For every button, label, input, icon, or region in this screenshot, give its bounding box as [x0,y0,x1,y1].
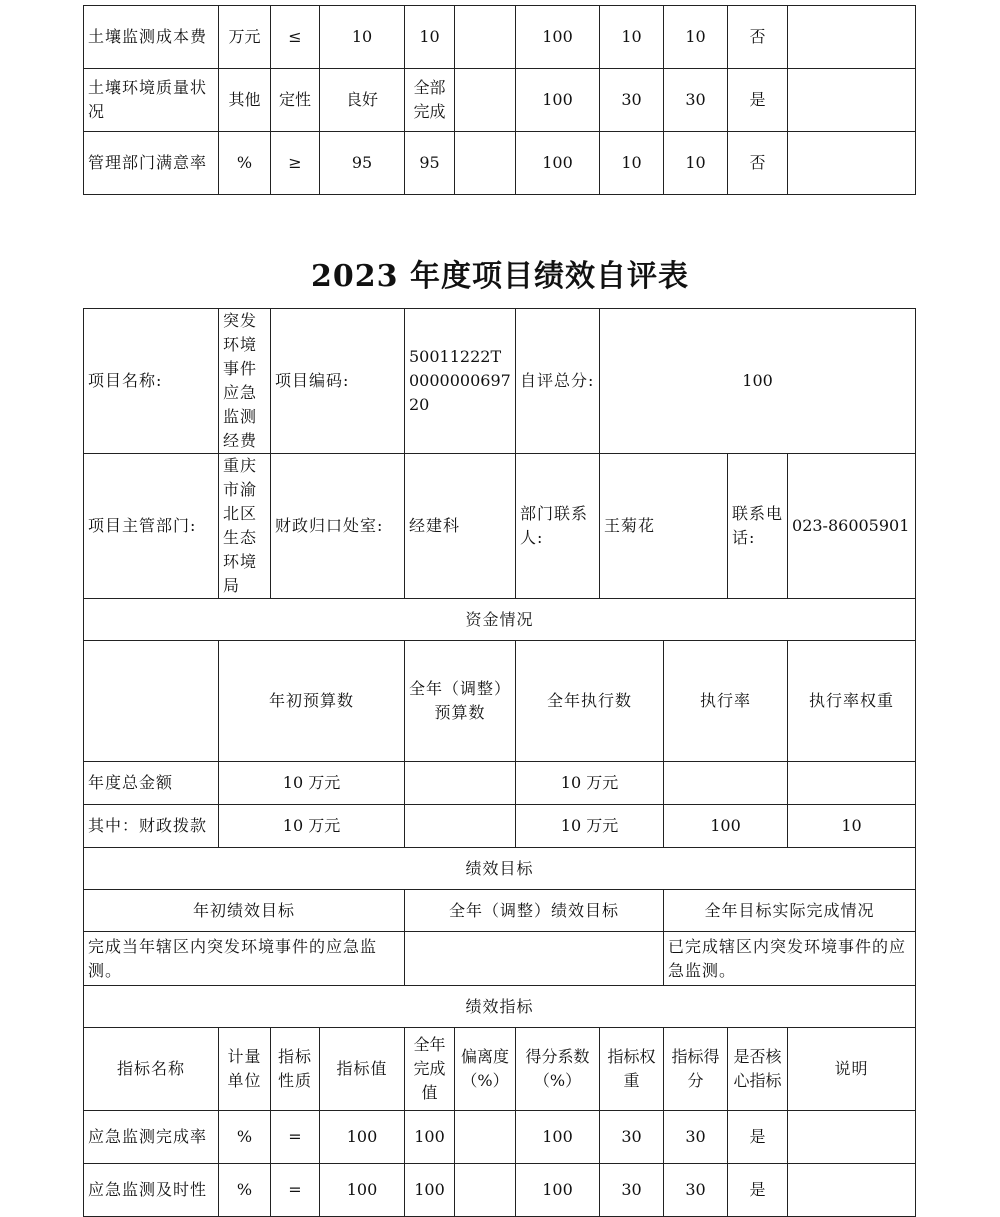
indicator-weight: 10 [600,6,664,69]
indicator-coef: 100 [516,132,600,195]
contact-person-label: 部门联系人: [516,454,600,599]
indicator-continuation-table [83,5,916,195]
indicator-name: 管理部门满意率 [84,132,219,195]
department-info-row [84,454,916,599]
indicator-score: 30 [664,69,728,132]
goals-section-row [84,848,916,890]
indicator-nature: = [271,1164,320,1217]
indicators-header-deviation: 偏离度（%） [455,1028,516,1111]
indicator-actual: 全部完成 [405,69,455,132]
funds-row-adjusted [405,762,516,805]
funds-row-label: 年度总金额 [84,762,219,805]
finance-office-value: 经建科 [405,454,516,599]
indicator-core: 是 [728,1164,788,1217]
indicator-unit: % [219,1111,271,1164]
phone-value: 023-86005901 [788,454,916,599]
indicator-score: 30 [664,1164,728,1217]
indicators-header-weight: 指标权重 [600,1028,664,1111]
indicator-target: 100 [320,1164,405,1217]
goals-header-adjusted: 全年（调整）绩效目标 [405,890,664,932]
indicator-coef: 100 [516,69,600,132]
indicator-actual: 10 [405,6,455,69]
funds-row-initial: 10 万元 [219,762,405,805]
department-value: 重庆市渝北区生态环境局 [219,454,271,599]
project-code-value: 50011222T000000069720 [405,309,516,454]
funds-header-adjusted: 全年（调整）预算数 [405,641,516,762]
goals-header-row [84,890,916,932]
indicator-nature: ≤ [271,6,320,69]
table-row [84,805,916,848]
indicator-target: 100 [320,1111,405,1164]
funds-row-label: 其中：财政拨款 [84,805,219,848]
goals-content-row [84,932,916,986]
indicator-deviation [455,1164,516,1217]
funds-row-executed: 10 万元 [516,762,664,805]
funds-row-rate: 100 [664,805,788,848]
indicator-nature: ≥ [271,132,320,195]
indicator-coef: 100 [516,1164,600,1217]
funds-row-initial: 10 万元 [219,805,405,848]
indicator-weight: 30 [600,1164,664,1217]
indicator-name: 土壤监测成本费 [84,6,219,69]
goals-header-actual: 全年目标实际完成情况 [664,890,916,932]
indicator-score: 10 [664,6,728,69]
indicator-name: 应急监测及时性 [84,1164,219,1217]
indicator-target: 95 [320,132,405,195]
table-row [84,762,916,805]
funds-row-adjusted [405,805,516,848]
goals-adjusted-text [405,932,664,986]
funds-row-weight: 10 [788,805,916,848]
self-evaluation-form [83,308,916,1217]
indicator-unit: 其他 [219,69,271,132]
goals-header-initial: 年初绩效目标 [84,890,405,932]
indicator-coef: 100 [516,1111,600,1164]
indicators-header-coef: 得分系数（%） [516,1028,600,1111]
funds-row-executed: 10 万元 [516,805,664,848]
indicator-nature: = [271,1111,320,1164]
indicators-header-name: 指标名称 [84,1028,219,1111]
phone-label: 联系电话: [728,454,788,599]
indicators-header-row [84,1028,916,1111]
indicator-name: 应急监测完成率 [84,1111,219,1164]
indicators-header-core: 是否核心指标 [728,1028,788,1111]
indicators-header-note: 说明 [788,1028,916,1111]
indicator-actual: 100 [405,1111,455,1164]
indicators-header-unit: 计量单位 [219,1028,271,1111]
indicators-header-score: 指标得分 [664,1028,728,1111]
indicator-unit: % [219,132,271,195]
finance-office-label: 财政归口处室: [271,454,405,599]
self-score-label: 自评总分: [516,309,600,454]
form-title: 2023 年度项目绩效自评表 [311,259,689,294]
indicator-note [788,1164,916,1217]
indicator-score: 30 [664,1111,728,1164]
funds-row-rate [664,762,788,805]
table-row [84,132,916,195]
project-info-row [84,309,916,454]
project-name-value: 突发环境事件应急监测经费 [219,309,271,454]
indicator-deviation [455,6,516,69]
indicators-header-nature: 指标性质 [271,1028,320,1111]
indicator-score: 10 [664,132,728,195]
funds-header-executed: 全年执行数 [516,641,664,762]
table-row [84,69,916,132]
indicator-target: 良好 [320,69,405,132]
table-row [84,6,916,69]
indicator-deviation [455,1111,516,1164]
indicator-nature: 定性 [271,69,320,132]
indicator-note [788,132,916,195]
indicator-target: 10 [320,6,405,69]
department-label: 项目主管部门: [84,454,219,599]
table-row [84,1164,916,1217]
indicator-note [788,1111,916,1164]
table-row [84,1111,916,1164]
indicators-header-actual: 全年完成值 [405,1028,455,1111]
indicator-core: 否 [728,132,788,195]
funds-section-row [84,599,916,641]
indicator-actual: 95 [405,132,455,195]
contact-person-value: 王菊花 [600,454,728,599]
funds-header-blank [84,641,219,762]
funds-header-rate: 执行率 [664,641,788,762]
indicator-deviation [455,132,516,195]
indicator-coef: 100 [516,6,600,69]
indicator-note [788,6,916,69]
funds-row-weight [788,762,916,805]
indicator-weight: 10 [600,132,664,195]
self-score-value: 100 [600,309,916,454]
funds-section-title: 资金情况 [84,599,916,641]
indicator-deviation [455,69,516,132]
goals-actual-text: 已完成辖区内突发环境事件的应急监测。 [664,932,916,986]
project-name-label: 项目名称: [84,309,219,454]
goals-initial-text: 完成当年辖区内突发环境事件的应急监测。 [84,932,405,986]
funds-header-row [84,641,916,762]
indicators-section-row [84,986,916,1028]
funds-header-weight: 执行率权重 [788,641,916,762]
indicator-actual: 100 [405,1164,455,1217]
funds-header-initial: 年初预算数 [219,641,405,762]
indicator-unit: % [219,1164,271,1217]
indicator-core: 是 [728,1111,788,1164]
indicators-section-title: 绩效指标 [84,986,916,1028]
indicator-core: 否 [728,6,788,69]
indicators-header-target: 指标值 [320,1028,405,1111]
indicator-name: 土壤环境质量状况 [84,69,219,132]
indicator-unit: 万元 [219,6,271,69]
indicator-core: 是 [728,69,788,132]
indicator-note [788,69,916,132]
indicator-weight: 30 [600,69,664,132]
project-code-label: 项目编码: [271,309,405,454]
goals-section-title: 绩效目标 [84,848,916,890]
indicator-weight: 30 [600,1111,664,1164]
